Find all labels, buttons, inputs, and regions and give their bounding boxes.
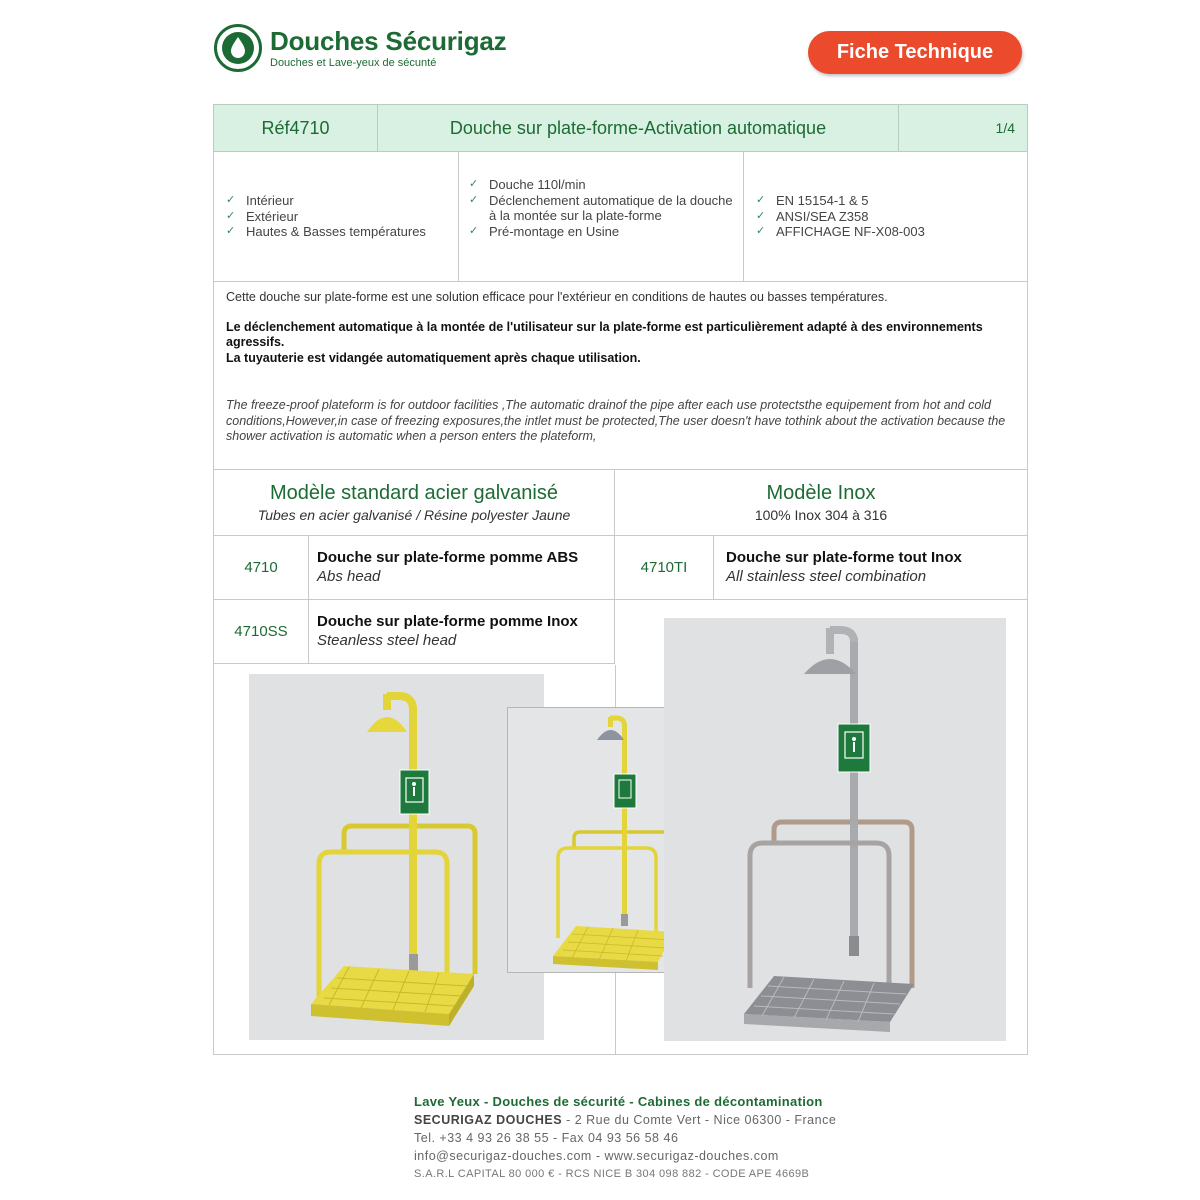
inox-model-header [615, 470, 1027, 536]
description-english: The freeze-proof plateform is for outdoor facilities ,The automatic drainof the pipe after each use protectsthe equipement from hot and cold conditions,However,in case of freezing exposures,the intlet must be protected,The user doesn't have tothink about the activation because the shower activation is automatic when a person enters the plateform, [226, 398, 1006, 443]
checkmark-icon: ✓ [756, 194, 766, 206]
models-section [213, 469, 1028, 1055]
footer-company: SECURIGAZ DOUCHES [414, 1113, 563, 1127]
water-drop-icon [214, 24, 262, 72]
product-code: 4710 [214, 536, 309, 599]
description-activation: Le déclenchement automatique à la montée de l'utilisateur sur la plate-forme est particulièrement adapté à des environnements agressifs. [226, 319, 983, 349]
description-drain: La tuyauterie est vidangée automatiquement après chaque utilisation. [226, 350, 641, 365]
footer-legal: S.A.R.L CAPITAL 80 000 € - RCS NICE B 304 098 882 - CODE APE 4669B [414, 1168, 810, 1180]
product-row [615, 536, 1027, 600]
standard-model-subtitle: Tubes en acier galvanisé / Résine polyester Jaune [257, 507, 571, 523]
checkmark-icon: ✓ [226, 209, 236, 222]
product-name: Douche sur plate-forme tout Inox [726, 549, 962, 566]
product-photo-4710 [249, 674, 544, 1040]
inox-model-subtitle: 100% Inox 304 à 316 [754, 507, 888, 523]
standard-model-title: Modèle standard acier galvanisé [270, 482, 558, 504]
list-item: ✓ EN 15154-1 & 5 [756, 193, 869, 208]
list-item: ✓ ANSI/SEA Z358 [756, 208, 869, 224]
list-item: ✓ Déclenchement automatique de la douche à la montée sur la plate-forme [469, 192, 733, 224]
company-logo [214, 24, 544, 76]
product-name: Douche sur plate-forme pomme Inox [317, 613, 578, 630]
footer-address: - 2 Rue du Comte Vert - Nice 06300 - France [562, 1113, 837, 1127]
checkmark-icon: ✓ [226, 225, 236, 238]
footer-phone: Tel. +33 4 93 26 38 55 - Fax 04 93 56 58 46 [414, 1131, 679, 1145]
checkmark-icon: ✓ [756, 209, 766, 222]
list-item: ✓ Douche 110l/min [469, 177, 586, 192]
checkmark-icon: ✓ [469, 193, 479, 206]
footer-tagline: Lave Yeux - Douches de sécurité - Cabines de décontamination [414, 1094, 823, 1109]
product-title: Douche sur plate-forme-Activation automatique [378, 105, 899, 151]
features-standards [744, 152, 1027, 281]
logo-title: Douches Sécurigaz [270, 26, 507, 56]
reference-band [213, 104, 1028, 152]
inox-model-title: Modèle Inox [766, 482, 876, 504]
checkmark-icon: ✓ [756, 225, 766, 238]
product-name-english: Steanless steel head [317, 632, 457, 649]
features-usage [214, 152, 459, 281]
description-intro: Cette douche sur plate-forme est une solution efficace pour l'extérieur en conditions de hautes ou basses températures. [226, 290, 888, 304]
features-performance [459, 152, 744, 281]
product-photo-4710ti [664, 618, 1006, 1041]
checkmark-icon: ✓ [226, 194, 236, 206]
features-row [213, 152, 1028, 282]
standard-model-header [214, 470, 615, 536]
list-item: ✓ Pré-montage en Usine [469, 224, 620, 240]
checkmark-icon: ✓ [469, 178, 479, 190]
footer [414, 1093, 974, 1183]
page-number: 1/4 [995, 120, 1015, 136]
checkmark-icon: ✓ [469, 225, 479, 238]
logo-subtitle: Douches et Lave-yeux de sécunté [270, 57, 437, 69]
product-row [214, 600, 615, 664]
product-code: 4710TI [615, 536, 714, 599]
list-item: ✓ AFFICHAGE NF-X08-003 [756, 224, 925, 240]
description-block [213, 282, 1028, 470]
footer-address-line [414, 1111, 974, 1129]
footer-web: info@securigaz-douches.com - www.securigaz-douches.com [414, 1149, 779, 1163]
product-code: 4710SS [214, 600, 309, 663]
list-item: ✓ Hautes & Basses températures [226, 224, 426, 240]
product-row [214, 536, 615, 600]
list-item: ✓ Intérieur [226, 193, 294, 208]
list-item: ✓ Extérieur [226, 208, 299, 224]
fiche-technique-badge: Fiche Technique [808, 31, 1022, 74]
product-name-english: All stainless steel combination [726, 568, 927, 585]
product-name: Douche sur plate-forme pomme ABS [317, 549, 579, 566]
reference-code: Réf4710 [214, 105, 378, 151]
product-name-english: Abs head [317, 568, 381, 585]
